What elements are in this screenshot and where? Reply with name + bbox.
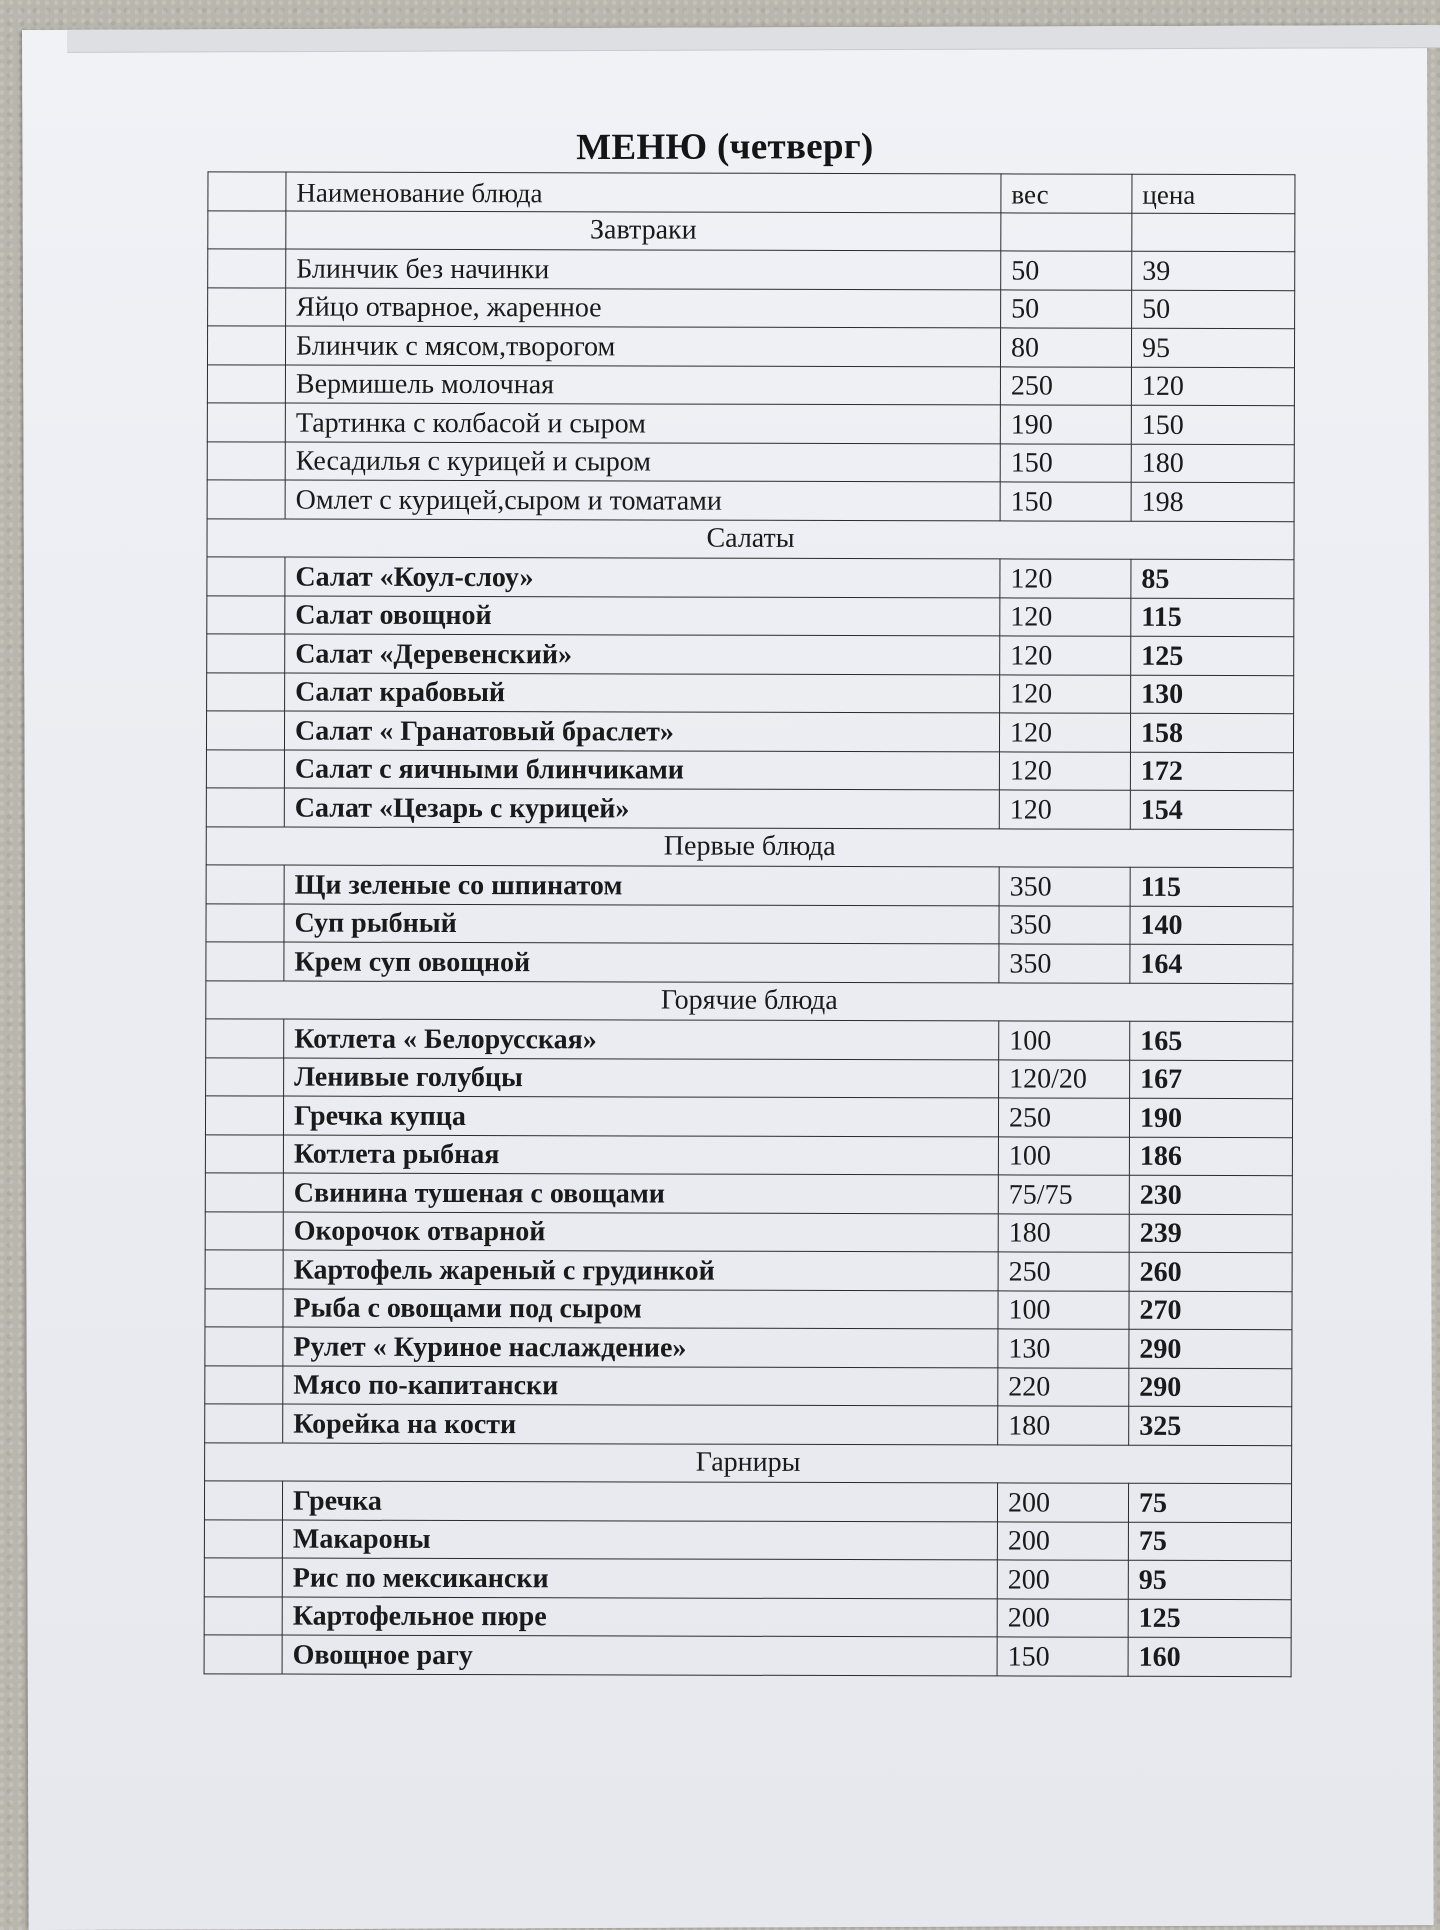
number-cell [205, 1250, 283, 1289]
dish-weight: 120 [1000, 559, 1131, 598]
paper-top-edge [67, 25, 1440, 53]
menu-item-row [205, 1288, 1292, 1329]
dish-price: 270 [1129, 1291, 1292, 1330]
section-title-breakfast: Завтраки [286, 211, 1001, 251]
dish-name: Рыба с овощами под сыром [283, 1289, 998, 1329]
dish-price: 260 [1129, 1252, 1292, 1291]
number-cell [207, 634, 285, 673]
dish-name: Яйцо отварное, жаренное [286, 288, 1001, 328]
section-row-first [206, 826, 1293, 867]
dish-weight: 75/75 [998, 1175, 1129, 1214]
dish-weight: 100 [998, 1136, 1129, 1175]
dish-price: 120 [1131, 367, 1294, 406]
dish-price: 125 [1131, 636, 1294, 675]
number-cell [205, 1096, 283, 1135]
number-cell [207, 595, 285, 634]
menu-item-row [207, 634, 1294, 675]
section-title-hot: Горячие блюда [206, 980, 1293, 1021]
dish-price: 85 [1131, 559, 1294, 598]
dish-price: 164 [1130, 944, 1293, 983]
dish-name: Салат «Деревенский» [285, 634, 1000, 674]
dish-price: 39 [1132, 251, 1295, 290]
dish-name: Салат «Коул-слоу» [285, 557, 1000, 597]
dish-name: Котлета рыбная [283, 1135, 998, 1175]
dish-name: Гречка купца [283, 1096, 998, 1136]
dish-name: Блинчик без начинки [286, 249, 1001, 289]
dish-weight: 120 [1000, 636, 1131, 675]
number-cell [205, 1288, 283, 1327]
column-header-price: цена [1132, 174, 1295, 213]
menu-item-row [206, 788, 1293, 829]
section-row-salads [207, 518, 1294, 559]
number-cell [207, 557, 285, 596]
dish-weight: 80 [1000, 328, 1131, 367]
dish-price: 165 [1130, 1021, 1293, 1060]
dish-price: 115 [1131, 598, 1294, 637]
number-cell [206, 749, 284, 788]
menu-item-row [207, 557, 1294, 598]
menu-item-row [204, 1519, 1291, 1560]
dish-weight: 120 [1000, 674, 1131, 713]
dish-weight: 200 [997, 1560, 1128, 1599]
number-cell [204, 1481, 282, 1520]
dish-name: Омлет с курицей,сыром и томатами [285, 480, 1000, 520]
dish-price: 290 [1129, 1368, 1292, 1407]
dish-name: Овощное рагу [282, 1635, 997, 1675]
menu-item-row [205, 1211, 1292, 1252]
dish-name: Салат крабовый [285, 673, 1000, 713]
menu-item-row [206, 749, 1293, 790]
menu-item-row [204, 1635, 1291, 1676]
menu-item-row [205, 1404, 1292, 1445]
dish-name: Котлета « Белорусская» [284, 1019, 999, 1059]
number-cell [205, 1365, 283, 1404]
empty-cell [1132, 213, 1295, 252]
dish-price: 239 [1129, 1214, 1292, 1253]
number-cell [204, 1558, 282, 1597]
dish-weight: 200 [997, 1483, 1128, 1522]
number-cell [207, 364, 285, 403]
number-cell [206, 1019, 284, 1058]
section-row-hot [206, 980, 1293, 1021]
dish-price: 158 [1130, 713, 1293, 752]
menu-title: МЕНЮ (четверг) [576, 126, 874, 169]
dish-price: 190 [1129, 1098, 1292, 1137]
dish-weight: 120 [999, 713, 1130, 752]
dish-weight: 180 [998, 1406, 1129, 1445]
menu-item-row [205, 1096, 1292, 1137]
menu-item-row [206, 711, 1293, 752]
dish-weight: 50 [1001, 251, 1132, 290]
dish-price: 325 [1129, 1406, 1292, 1445]
menu-item-row [206, 942, 1293, 983]
number-cell [208, 287, 286, 326]
dish-price: 115 [1130, 867, 1293, 906]
dish-name: Корейка на кости [283, 1404, 998, 1444]
dish-weight: 130 [998, 1329, 1129, 1368]
dish-name: Ленивые голубцы [284, 1058, 999, 1098]
dish-name: Щи зеленые со шпинатом [284, 865, 999, 905]
column-header-weight: вес [1001, 174, 1132, 213]
number-cell [208, 210, 286, 249]
empty-cell [1001, 212, 1132, 251]
menu-item-row [204, 1481, 1291, 1522]
dish-weight: 100 [998, 1290, 1129, 1329]
section-title-sides: Гарниры [205, 1442, 1292, 1483]
section-row-sides [205, 1442, 1292, 1483]
dish-name: Окорочок отварной [283, 1212, 998, 1252]
dish-name: Салат с яичными блинчиками [284, 750, 999, 790]
menu-item-row [207, 403, 1294, 444]
section-title-first: Первые блюда [206, 826, 1293, 867]
dish-name: Блинчик с мясом,творогом [285, 326, 1000, 366]
dish-weight: 100 [999, 1021, 1130, 1060]
dish-price: 172 [1130, 752, 1293, 791]
dish-name: Кесадилья с курицей и сыром [285, 442, 1000, 482]
dish-name: Картофель жареный с грудинкой [283, 1250, 998, 1290]
dish-price: 130 [1131, 675, 1294, 714]
menu-item-row [207, 672, 1294, 713]
number-cell [204, 1635, 282, 1674]
dish-price: 180 [1131, 444, 1294, 483]
dish-price: 75 [1128, 1483, 1291, 1522]
dish-weight: 350 [999, 944, 1130, 983]
number-cell [206, 865, 284, 904]
dish-weight: 190 [1000, 405, 1131, 444]
dish-name: Рулет « Куриное наслаждение» [283, 1327, 998, 1367]
menu-item-row [206, 1019, 1293, 1060]
menu-item-row [205, 1173, 1292, 1214]
menu-item-row [208, 249, 1295, 290]
dish-name: Мясо по-капитански [283, 1366, 998, 1406]
number-cell [206, 1057, 284, 1096]
dish-weight: 120/20 [999, 1059, 1130, 1098]
menu-item-row [205, 1134, 1292, 1175]
dish-name: Салат овощной [285, 596, 1000, 636]
menu-item-row [207, 441, 1294, 482]
dish-weight: 120 [999, 790, 1130, 829]
dish-weight: 50 [1001, 289, 1132, 328]
dish-weight: 220 [998, 1367, 1129, 1406]
column-header-name: Наименование блюда [286, 172, 1001, 212]
dish-name: Гречка [282, 1481, 997, 1521]
dish-price: 95 [1128, 1560, 1291, 1599]
menu-item-row [207, 326, 1294, 367]
number-cell [207, 403, 285, 442]
number-cell [204, 1519, 282, 1558]
dish-price: 160 [1128, 1637, 1291, 1676]
dish-weight: 120 [1000, 597, 1131, 636]
menu-item-row [206, 903, 1293, 944]
dish-weight: 250 [998, 1252, 1129, 1291]
number-cell [206, 903, 284, 942]
menu-item-row [207, 480, 1294, 521]
dish-price: 186 [1129, 1137, 1292, 1176]
dish-weight: 350 [999, 867, 1130, 906]
dish-name: Суп рыбный [284, 904, 999, 944]
dish-name: Салат « Гранатовый браслет» [284, 711, 999, 751]
dish-name: Крем суп овощной [284, 942, 999, 982]
number-cell [208, 172, 286, 211]
menu-item-row [205, 1365, 1292, 1406]
dish-name: Вермишель молочная [285, 365, 1000, 405]
menu-sheet [22, 25, 1434, 1930]
table-header-row [208, 172, 1295, 213]
dish-weight: 150 [997, 1637, 1128, 1676]
dish-weight: 350 [999, 905, 1130, 944]
number-cell [204, 1596, 282, 1635]
dish-weight: 200 [997, 1521, 1128, 1560]
dish-name: Рис по мексикански [282, 1558, 997, 1598]
dish-name: Тартинка с колбасой и сыром [285, 403, 1000, 443]
number-cell [206, 942, 284, 981]
menu-item-row [205, 1250, 1292, 1291]
number-cell [205, 1134, 283, 1173]
number-cell [207, 480, 285, 519]
dish-price: 95 [1131, 328, 1294, 367]
section-title-salads: Салаты [207, 518, 1294, 559]
menu-item-row [206, 865, 1293, 906]
dish-weight: 180 [998, 1213, 1129, 1252]
dish-price: 290 [1129, 1329, 1292, 1368]
number-cell [205, 1211, 283, 1250]
number-cell [205, 1404, 283, 1443]
dish-weight: 150 [1000, 443, 1131, 482]
dish-price: 198 [1131, 482, 1294, 521]
number-cell [207, 441, 285, 480]
menu-table [204, 171, 1296, 1676]
section-row-breakfast [208, 210, 1295, 251]
menu-item-row [207, 595, 1294, 636]
number-cell [207, 326, 285, 365]
dish-name: Макароны [282, 1520, 997, 1560]
number-cell [205, 1173, 283, 1212]
dish-price: 154 [1130, 790, 1293, 829]
dish-price: 50 [1132, 290, 1295, 329]
dish-price: 230 [1129, 1175, 1292, 1214]
number-cell [206, 711, 284, 750]
number-cell [206, 788, 284, 827]
menu-item-row [208, 287, 1295, 328]
dish-name: Картофельное пюре [282, 1597, 997, 1637]
dish-price: 150 [1131, 405, 1294, 444]
number-cell [208, 249, 286, 288]
dish-name: Свинина тушеная с овощами [283, 1173, 998, 1213]
menu-item-row [205, 1327, 1292, 1368]
dish-price: 140 [1130, 906, 1293, 945]
menu-item-row [207, 364, 1294, 405]
menu-item-row [204, 1596, 1291, 1637]
dish-price: 75 [1128, 1522, 1291, 1561]
dish-name: Салат «Цезарь с курицей» [284, 788, 999, 828]
dish-price: 167 [1130, 1060, 1293, 1099]
menu-item-row [204, 1558, 1291, 1599]
number-cell [207, 672, 285, 711]
dish-weight: 150 [1000, 482, 1131, 521]
dish-weight: 250 [1000, 366, 1131, 405]
dish-weight: 200 [997, 1598, 1128, 1637]
dish-weight: 250 [998, 1098, 1129, 1137]
menu-item-row [206, 1057, 1293, 1098]
dish-weight: 120 [999, 751, 1130, 790]
number-cell [205, 1327, 283, 1366]
dish-price: 125 [1128, 1599, 1291, 1638]
